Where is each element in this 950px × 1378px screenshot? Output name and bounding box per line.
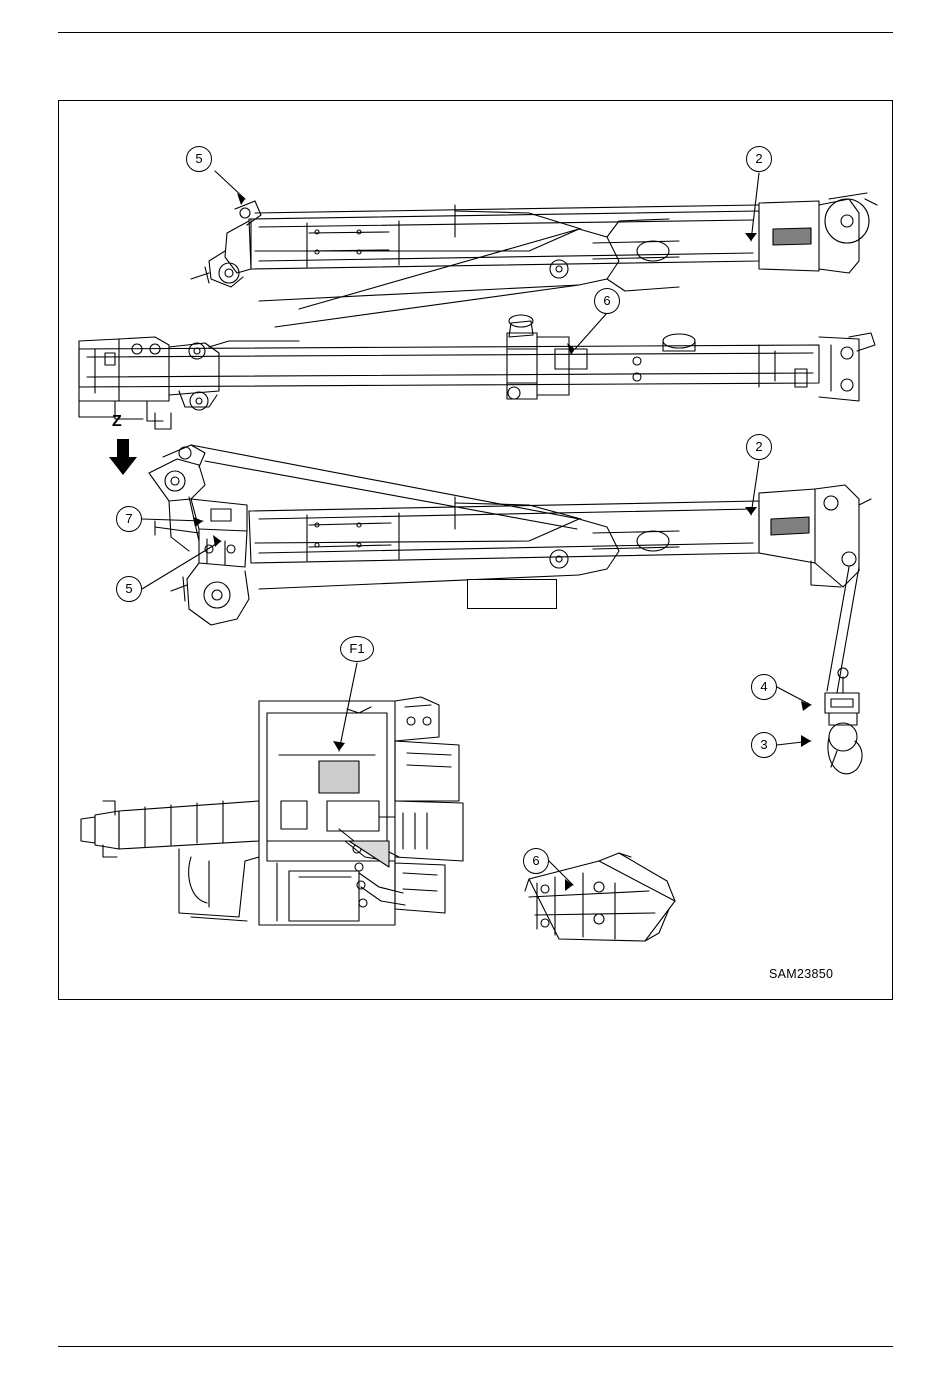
callout-6-middle: 6 <box>594 288 620 314</box>
callout-5-top: 5 <box>186 146 212 172</box>
section-arrow-z <box>109 439 137 475</box>
callout-5-lower: 5 <box>116 576 142 602</box>
view-lower-boom <box>149 445 871 774</box>
callout-2-top: 2 <box>746 146 772 172</box>
header-rule <box>58 32 893 33</box>
view-top-boom <box>191 193 877 327</box>
drawing-number: SAM23850 <box>769 967 834 981</box>
callout-f1-console: F1 <box>340 636 374 662</box>
leader-arrowheads <box>193 193 811 891</box>
blank-label-box <box>467 579 557 609</box>
section-label-z: Z <box>112 413 122 430</box>
footer-rule <box>58 1346 893 1347</box>
view-middle-boom <box>79 315 875 429</box>
callout-3-hook: 3 <box>751 732 777 758</box>
view-console <box>81 697 463 925</box>
technical-illustration <box>59 101 894 1001</box>
callout-7-lower: 7 <box>116 506 142 532</box>
callout-2-lower: 2 <box>746 434 772 460</box>
callout-4-hook: 4 <box>751 674 777 700</box>
callout-6-detail: 6 <box>523 848 549 874</box>
figure-frame <box>58 100 893 1000</box>
